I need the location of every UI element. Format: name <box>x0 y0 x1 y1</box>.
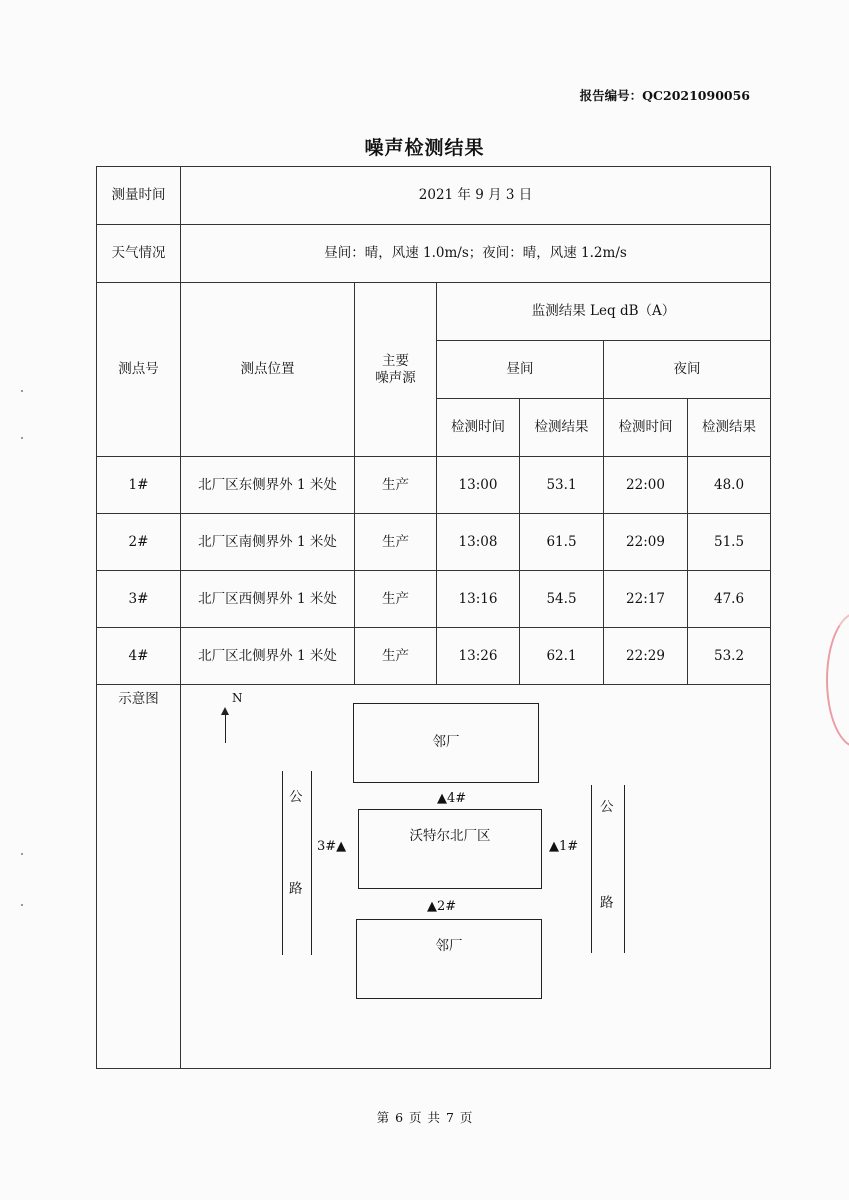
table-row <box>97 514 771 571</box>
road-left-char-2: 路 <box>289 881 303 897</box>
header-night: 夜间 <box>604 341 771 399</box>
location-cell: 北厂区南侧界外 1 米处 <box>181 514 355 571</box>
point-cell: 3# <box>97 571 181 628</box>
factory-north <box>358 809 542 889</box>
report-number: 报告编号：QC2021090056 <box>579 88 750 103</box>
neighbor-top-label: 邻厂 <box>432 734 460 750</box>
night-result-cell: 51.5 <box>688 514 771 571</box>
header-day-time: 检测时间 <box>437 399 520 457</box>
night-result-cell: 47.6 <box>688 571 771 628</box>
header-day: 昼间 <box>437 341 604 399</box>
header-day-result: 检测结果 <box>520 399 604 457</box>
night-time-cell: 22:29 <box>604 628 688 685</box>
site-diagram <box>181 685 771 1069</box>
neighbor-factory-bottom <box>356 919 542 999</box>
source-cell: 生产 <box>355 571 437 628</box>
scan-dot <box>21 437 23 439</box>
noise-results-table <box>96 166 771 1069</box>
marker-4: ▲4# <box>437 791 467 806</box>
day-result-cell: 53.1 <box>520 457 604 514</box>
location-cell: 北厂区西侧界外 1 米处 <box>181 571 355 628</box>
header-location: 测点位置 <box>181 283 355 457</box>
night-result-cell: 48.0 <box>688 457 771 514</box>
road-right-char-2: 路 <box>600 895 614 911</box>
day-time-cell: 13:08 <box>437 514 520 571</box>
weather-label: 天气情况 <box>97 225 181 283</box>
night-result-cell: 53.2 <box>688 628 771 685</box>
north-label: N <box>232 691 243 705</box>
night-time-cell: 22:17 <box>604 571 688 628</box>
neighbor-bottom-label: 邻厂 <box>435 938 463 954</box>
marker-2: ▲2# <box>427 899 457 914</box>
point-cell: 4# <box>97 628 181 685</box>
factory-label: 沃特尔北厂区 <box>409 828 491 844</box>
source-cell: 生产 <box>355 514 437 571</box>
point-cell: 1# <box>97 457 181 514</box>
header-point-no: 测点号 <box>97 283 181 457</box>
page-title: 噪声检测结果 <box>364 137 485 159</box>
day-time-cell: 13:16 <box>437 571 520 628</box>
source-cell: 生产 <box>355 628 437 685</box>
day-result-cell: 62.1 <box>520 628 604 685</box>
diagram-canvas <box>181 685 770 1068</box>
table-row <box>97 571 771 628</box>
location-cell: 北厂区北侧界外 1 米处 <box>181 628 355 685</box>
weather-value: 昼间：晴，风速 1.0m/s；夜间：晴，风速 1.2m/s <box>181 225 771 283</box>
header-source-line1: 主要 <box>382 352 409 369</box>
header-night-result: 检测结果 <box>688 399 771 457</box>
header-source-line2: 噪声源 <box>375 369 416 386</box>
road-right-char-1: 公 <box>600 799 614 815</box>
date-label: 测量时间 <box>97 167 181 225</box>
day-result-cell: 61.5 <box>520 514 604 571</box>
location-cell: 北厂区东侧界外 1 米处 <box>181 457 355 514</box>
header-result-group: 监测结果 Leq dB（A） <box>437 283 771 341</box>
day-time-cell: 13:00 <box>437 457 520 514</box>
point-cell: 2# <box>97 514 181 571</box>
north-line <box>225 713 226 743</box>
night-time-cell: 22:09 <box>604 514 688 571</box>
stamp-seal-edge <box>826 612 849 748</box>
road-left-line-1 <box>282 771 283 955</box>
scan-dot <box>21 853 23 855</box>
road-left-line-2 <box>311 771 312 955</box>
header-night-time: 检测时间 <box>604 399 688 457</box>
table-row <box>97 628 771 685</box>
day-result-cell: 54.5 <box>520 571 604 628</box>
table-row <box>97 457 771 514</box>
night-time-cell: 22:00 <box>604 457 688 514</box>
diagram-label: 示意图 <box>97 685 181 1069</box>
neighbor-factory-top <box>353 703 539 783</box>
header-noise-source <box>355 283 437 457</box>
marker-1: ▲1# <box>549 839 579 854</box>
date-value: 2021 年 9 月 3 日 <box>181 167 771 225</box>
scan-dot <box>21 390 23 392</box>
source-cell: 生产 <box>355 457 437 514</box>
scan-dot <box>21 904 23 906</box>
road-left-char-1: 公 <box>289 789 303 805</box>
day-time-cell: 13:26 <box>437 628 520 685</box>
road-right-line-1 <box>591 785 592 953</box>
road-right-line-2 <box>624 785 625 953</box>
marker-3: 3#▲ <box>317 839 347 854</box>
page-footer: 第 6 页 共 7 页 <box>376 1110 473 1125</box>
